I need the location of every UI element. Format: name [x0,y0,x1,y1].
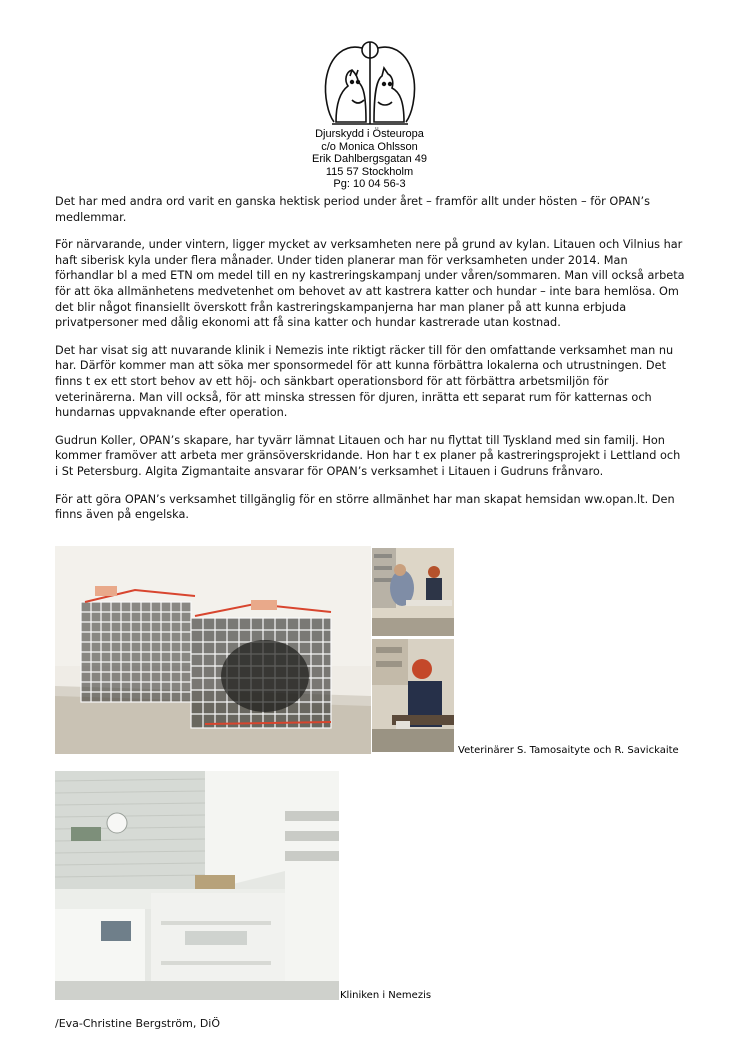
photo-vet-surgery [372,639,454,752]
postgiro-number: Pg: 10 04 56-3 [333,178,406,191]
org-name: Djurskydd i Östeuropa [315,128,424,140]
paragraph: Det har med andra ord varit en ganska hektisk period under året – framför allt under hösten – för OPAN’s medlemmar. [55,195,651,224]
photo-vets-at-work [372,548,454,636]
caption-vets: Veterinärer S. Tamosaityte och R. Savickaite [458,745,679,756]
street-address: Erik Dahlbergsgatan 49 [312,153,427,166]
paragraph: Det har visat sig att nuvarande klinik i Nemezis inte riktigt räcker till för den omfattande verksamhet man nu har. Därför kommer man att söka mer sponsormedel för att kunna förbättra lokalerna och utrustningen. Det finns t ex ett stort behov av ett höj- och sänkbart operationsbord för att förbättra arbetsmiljön för veterinärerna. Man vill också, för att minska stressen för djuren, inrätta ett separat rum för katternas och hundarnas uppvaknande efter operation. [55,343,674,420]
photo-clinic-interior [55,771,339,1000]
animal-protection-logo-icon [322,40,418,128]
paragraph: För närvarande, under vintern, ligger mycket av verksamheten nere på grund av kylan. Litauen och Vilnius har haft siberisk kyla under flera månader. Under tiden planerar man för verksamheten under 2014. Man förhandlar bl a med ETN om medel till en ny kastreringskampanj under våren/sommaren. Man vill också arbeta för att öka allmänhetens medvetenhet om behovet av att kastrera katter och hundar – inte bara hemlösa. Om det blir något finansiellt överskott från kastreringskampanjerna har man planer på att kunna erbjuda privatpersoner med dålig ekonomi att få sina katter och hundar kastrerade utan kostnad. [55,238,685,330]
letterhead [0,40,739,191]
paragraph: För att göra OPAN’s verksamhet tillgänglig för en större allmänhet har man skapat hemsidan ww.opan.lt. Den finns även på engelska. [55,492,675,522]
care-of: c/o Monica Ohlsson [321,140,418,153]
signature: /Eva-Christine Bergström, DiÖ [55,1017,221,1030]
caption-clinic: Kliniken i Nemezis [340,990,432,1001]
postal-address: 115 57 Stockholm [325,165,414,178]
paragraph: Gudrun Koller, OPAN’s skapare, har tyvärr lämnat Litauen och har nu flyttat till Tyskland med sin familj. Hon kommer framöver att arbeta mer gränsöverskridande. Hon har t ex planer på kastreringsprojekt i Lettland och i St Petersburg. Algita Zigmantaite ansvarar för OPAN’s verksamhet i Litauen i Gudruns frånvaro. [55,433,681,478]
article-body [55,194,685,535]
